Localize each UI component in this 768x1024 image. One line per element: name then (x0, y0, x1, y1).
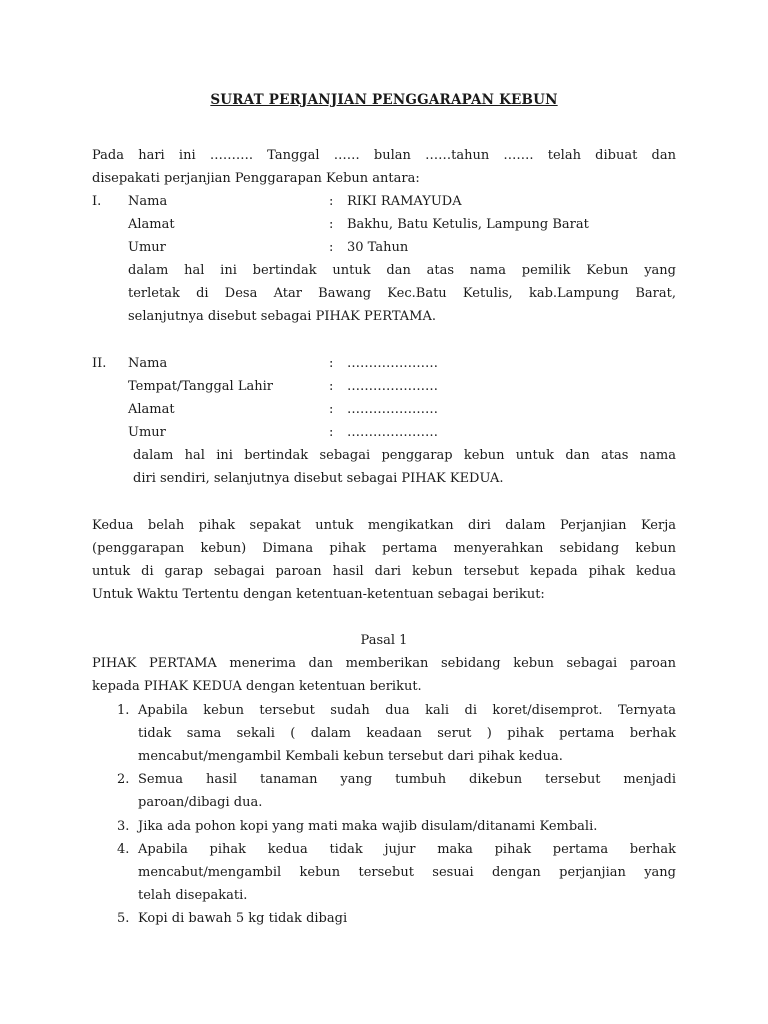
list-item-number: 3. (117, 819, 130, 834)
party1-desc-line-1: dalam hal ini bertindak untuk dan atas nama pemilik Kebun yang (128, 263, 676, 278)
list-item-number: 4. (117, 842, 130, 857)
party1-field-alamat (0, 213, 768, 236)
party2-field-nama (0, 352, 768, 375)
field-value: Bakhu, Batu Ketulis, Lampung Barat (347, 217, 589, 232)
list-item-4-line-3: telah disepakati. (138, 888, 248, 903)
party2-numeral: II. (92, 356, 107, 371)
list-item-2-line-2: paroan/dibagi dua. (138, 795, 263, 810)
list-item-2-line-1: Semua hasil tanaman yang tumbuh dikebun tersebut menjadi (138, 772, 676, 787)
intro-line-1: Pada hari ini ………. Tanggal …… bulan ……tahun ……. telah dibuat dan (92, 148, 676, 163)
party1-desc-line-3: selanjutnya disebut sebagai PIHAK PERTAMA. (128, 309, 436, 324)
agreement-line-4: Untuk Waktu Tertentu dengan ketentuan-ketentuan sebagai berikut: (92, 587, 545, 602)
list-item-3-line-1: Jika ada pohon kopi yang mati maka wajib disulam/ditanami Kembali. (138, 819, 598, 834)
field-value: 30 Tahun (347, 240, 409, 255)
agreement-line-2: (penggarapan kebun) Dimana pihak pertama menyerahkan sebidang kebun (92, 541, 676, 556)
field-label: Umur (128, 240, 166, 255)
party2-desc-line-1: dalam hal ini bertindak sebagai penggarap kebun untuk dan atas nama (133, 448, 676, 463)
list-item-number: 2. (117, 772, 130, 787)
party2-desc-line-2: diri sendiri, selanjutnya disebut sebagai PIHAK KEDUA. (133, 471, 504, 486)
field-label: Alamat (128, 402, 175, 417)
agreement-line-1: Kedua belah pihak sepakat untuk mengikatkan diri dalam Perjanjian Kerja (92, 518, 676, 533)
list-item-1-line-2: tidak sama sekali ( dalam keadaan serut ) pihak pertama berhak (138, 726, 676, 741)
field-value: ………………… (347, 402, 438, 417)
field-label: Alamat (128, 217, 175, 232)
list-item-4-line-1: Apabila pihak kedua tidak jujur maka pihak pertama berhak (138, 842, 676, 857)
field-label: Tempat/Tanggal Lahir (128, 379, 273, 394)
field-separator: : (329, 425, 334, 440)
pasal-intro-line-1: PIHAK PERTAMA menerima dan memberikan sebidang kebun sebagai paroan (92, 656, 676, 671)
field-value: ………………… (347, 356, 438, 371)
field-value: ………………… (347, 425, 438, 440)
document-title: SURAT PERJANJIAN PENGGARAPAN KEBUN (210, 92, 558, 108)
party2-field-ttl (0, 375, 768, 398)
field-separator: : (329, 240, 334, 255)
party1-field-nama (0, 190, 768, 213)
field-separator: : (329, 217, 334, 232)
list-item-4-line-2: mencabut/mengambil kebun tersebut sesuai dengan perjanjian yang (138, 865, 676, 880)
party1-desc-line-2: terletak di Desa Atar Bawang Kec.Batu Ketulis, kab.Lampung Barat, (128, 286, 676, 301)
list-item-1-line-3: mencabut/mengambil Kembali kebun tersebut dari pihak kedua. (138, 749, 563, 764)
field-label: Nama (128, 356, 168, 371)
field-label: Umur (128, 425, 166, 440)
field-separator: : (329, 194, 334, 209)
field-value: ………………… (347, 379, 438, 394)
pasal-intro-line-2: kepada PIHAK KEDUA dengan ketentuan berikut. (92, 679, 422, 694)
field-label: Nama (128, 194, 168, 209)
field-separator: : (329, 402, 334, 417)
pasal-heading: Pasal 1 (360, 633, 408, 648)
party1-field-umur (0, 236, 768, 259)
list-item-1-line-1: Apabila kebun tersebut sudah dua kali di koret/disemprot. Ternyata (138, 703, 676, 718)
field-separator: : (329, 356, 334, 371)
field-value: RIKI RAMAYUDA (347, 194, 462, 209)
list-item-number: 5. (117, 911, 130, 926)
agreement-line-3: untuk di garap sebagai paroan hasil dari kebun tersebut kepada pihak kedua (92, 564, 676, 579)
intro-line-2: disepakati perjanjian Penggarapan Kebun antara: (92, 171, 420, 186)
party2-field-alamat (0, 398, 768, 421)
list-item-number: 1. (117, 703, 130, 718)
party2-field-umur (0, 421, 768, 444)
party1-numeral: I. (92, 194, 102, 209)
list-item-5-line-1: Kopi di bawah 5 kg tidak dibagi (138, 911, 348, 926)
field-separator: : (329, 379, 334, 394)
